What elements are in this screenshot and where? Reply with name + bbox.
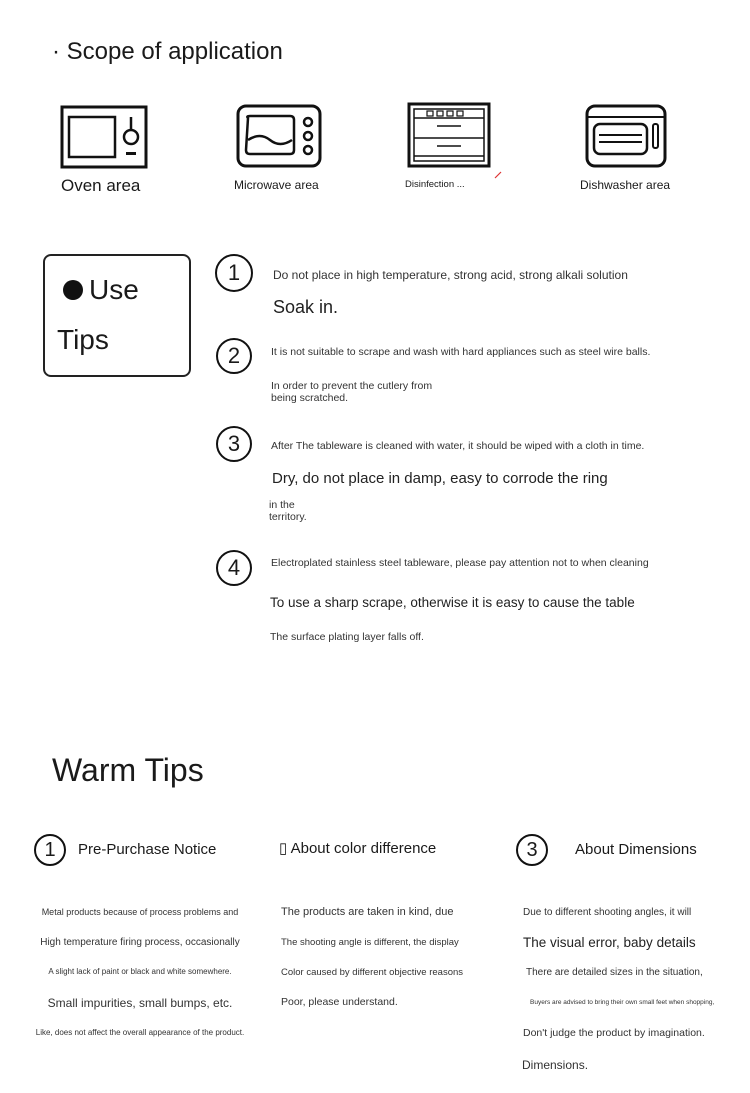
warm-col-1-title: Pre-Purchase Notice: [78, 841, 217, 858]
warm-col-2-line-1: The products are taken in kind, due: [281, 906, 454, 918]
warm-col-2-title-row: [279, 839, 436, 857]
warm-col-2-line-2: The shooting angle is different, the display: [281, 937, 459, 948]
scope-label-disinfection: Disinfection ...: [405, 179, 465, 190]
warm-col-1-line-5: Like, does not affect the overall appearance of the product.: [35, 1028, 245, 1037]
tip-4-line-3: The surface plating layer falls off.: [270, 631, 424, 643]
scope-title: · Scope of application: [52, 38, 283, 65]
microwave-icon: [236, 104, 322, 168]
warm-col-1-line-3: A slight lack of paint or black and white somewhere.: [48, 967, 232, 976]
warm-number-3: 3: [516, 834, 548, 866]
red-mark-icon: [494, 171, 502, 179]
oven-icon: [60, 105, 148, 169]
scope-label-dishwasher: Dishwasher area: [580, 178, 671, 192]
tip-4-line-1: Electroplated stainless steel tableware, please pay attention not to when cleaning: [271, 557, 649, 569]
dishwasher-icon: [585, 104, 667, 168]
warm-col-2-title: About color difference: [290, 840, 437, 857]
warm-tips-title: Warm Tips: [52, 752, 204, 788]
use-tips-box: [43, 254, 191, 377]
warm-number-1: 1: [34, 834, 66, 866]
warm-col-3-line-3: There are detailed sizes in the situation,: [526, 967, 703, 978]
warm-col-1-line-1: Metal products because of process problems and: [41, 907, 239, 917]
warm-col-2-line-3: Color caused by different objective reasons: [281, 967, 464, 978]
tip-number-3: 3: [216, 426, 252, 462]
placeholder-glyph-icon: ▯: [279, 840, 288, 857]
tip-2-line-2: In order to prevent the cutlery from being scratched.: [271, 380, 433, 405]
warm-col-3-title: About Dimensions: [575, 841, 697, 858]
warm-col-3-line-4: Buyers are advised to bring their own small feet when shopping,: [530, 999, 715, 1006]
warm-col-3-line-2: The visual error, baby details: [523, 935, 696, 950]
use-tips-label-line1: Use: [89, 274, 139, 305]
tip-1-line-2: Soak in.: [273, 297, 339, 317]
tip-number-4: 4: [216, 550, 252, 586]
warm-col-3-line-6: Dimensions.: [522, 1058, 589, 1072]
tip-3-line-3: in the territory.: [269, 499, 307, 524]
tip-1-line-1: Do not place in high temperature, strong acid, strong alkali solution: [273, 268, 628, 282]
use-tips-label-line2: Tips: [57, 324, 109, 355]
scope-label-microwave: Microwave area: [234, 178, 319, 192]
warm-col-3-line-5: Don't judge the product by imagination.: [523, 1027, 705, 1039]
tip-4-line-2: To use a sharp scrape, otherwise it is easy to cause the table: [270, 595, 635, 610]
warm-col-2-line-4: Poor, please understand.: [281, 996, 398, 1008]
warm-col-1-line-2: High temperature firing process, occasionally: [40, 937, 240, 948]
tip-number-2: 2: [216, 338, 252, 374]
scope-label-oven: Oven area: [61, 176, 141, 195]
disinfection-cabinet-icon: [407, 102, 491, 168]
warm-col-1-line-4: Small impurities, small bumps, etc.: [47, 996, 233, 1010]
warm-col-3-line-1: Due to different shooting angles, it will: [523, 907, 692, 918]
bullet-dot-icon: [63, 280, 83, 300]
tip-number-1: 1: [215, 254, 253, 292]
tip-2-line-1: It is not suitable to scrape and wash with hard appliances such as steel wire balls.: [271, 346, 651, 358]
tip-3-line-1: After The tableware is cleaned with water, it should be wiped with a cloth in time.: [271, 440, 645, 452]
tip-3-line-2: Dry, do not place in damp, easy to corrode the ring: [272, 470, 608, 487]
